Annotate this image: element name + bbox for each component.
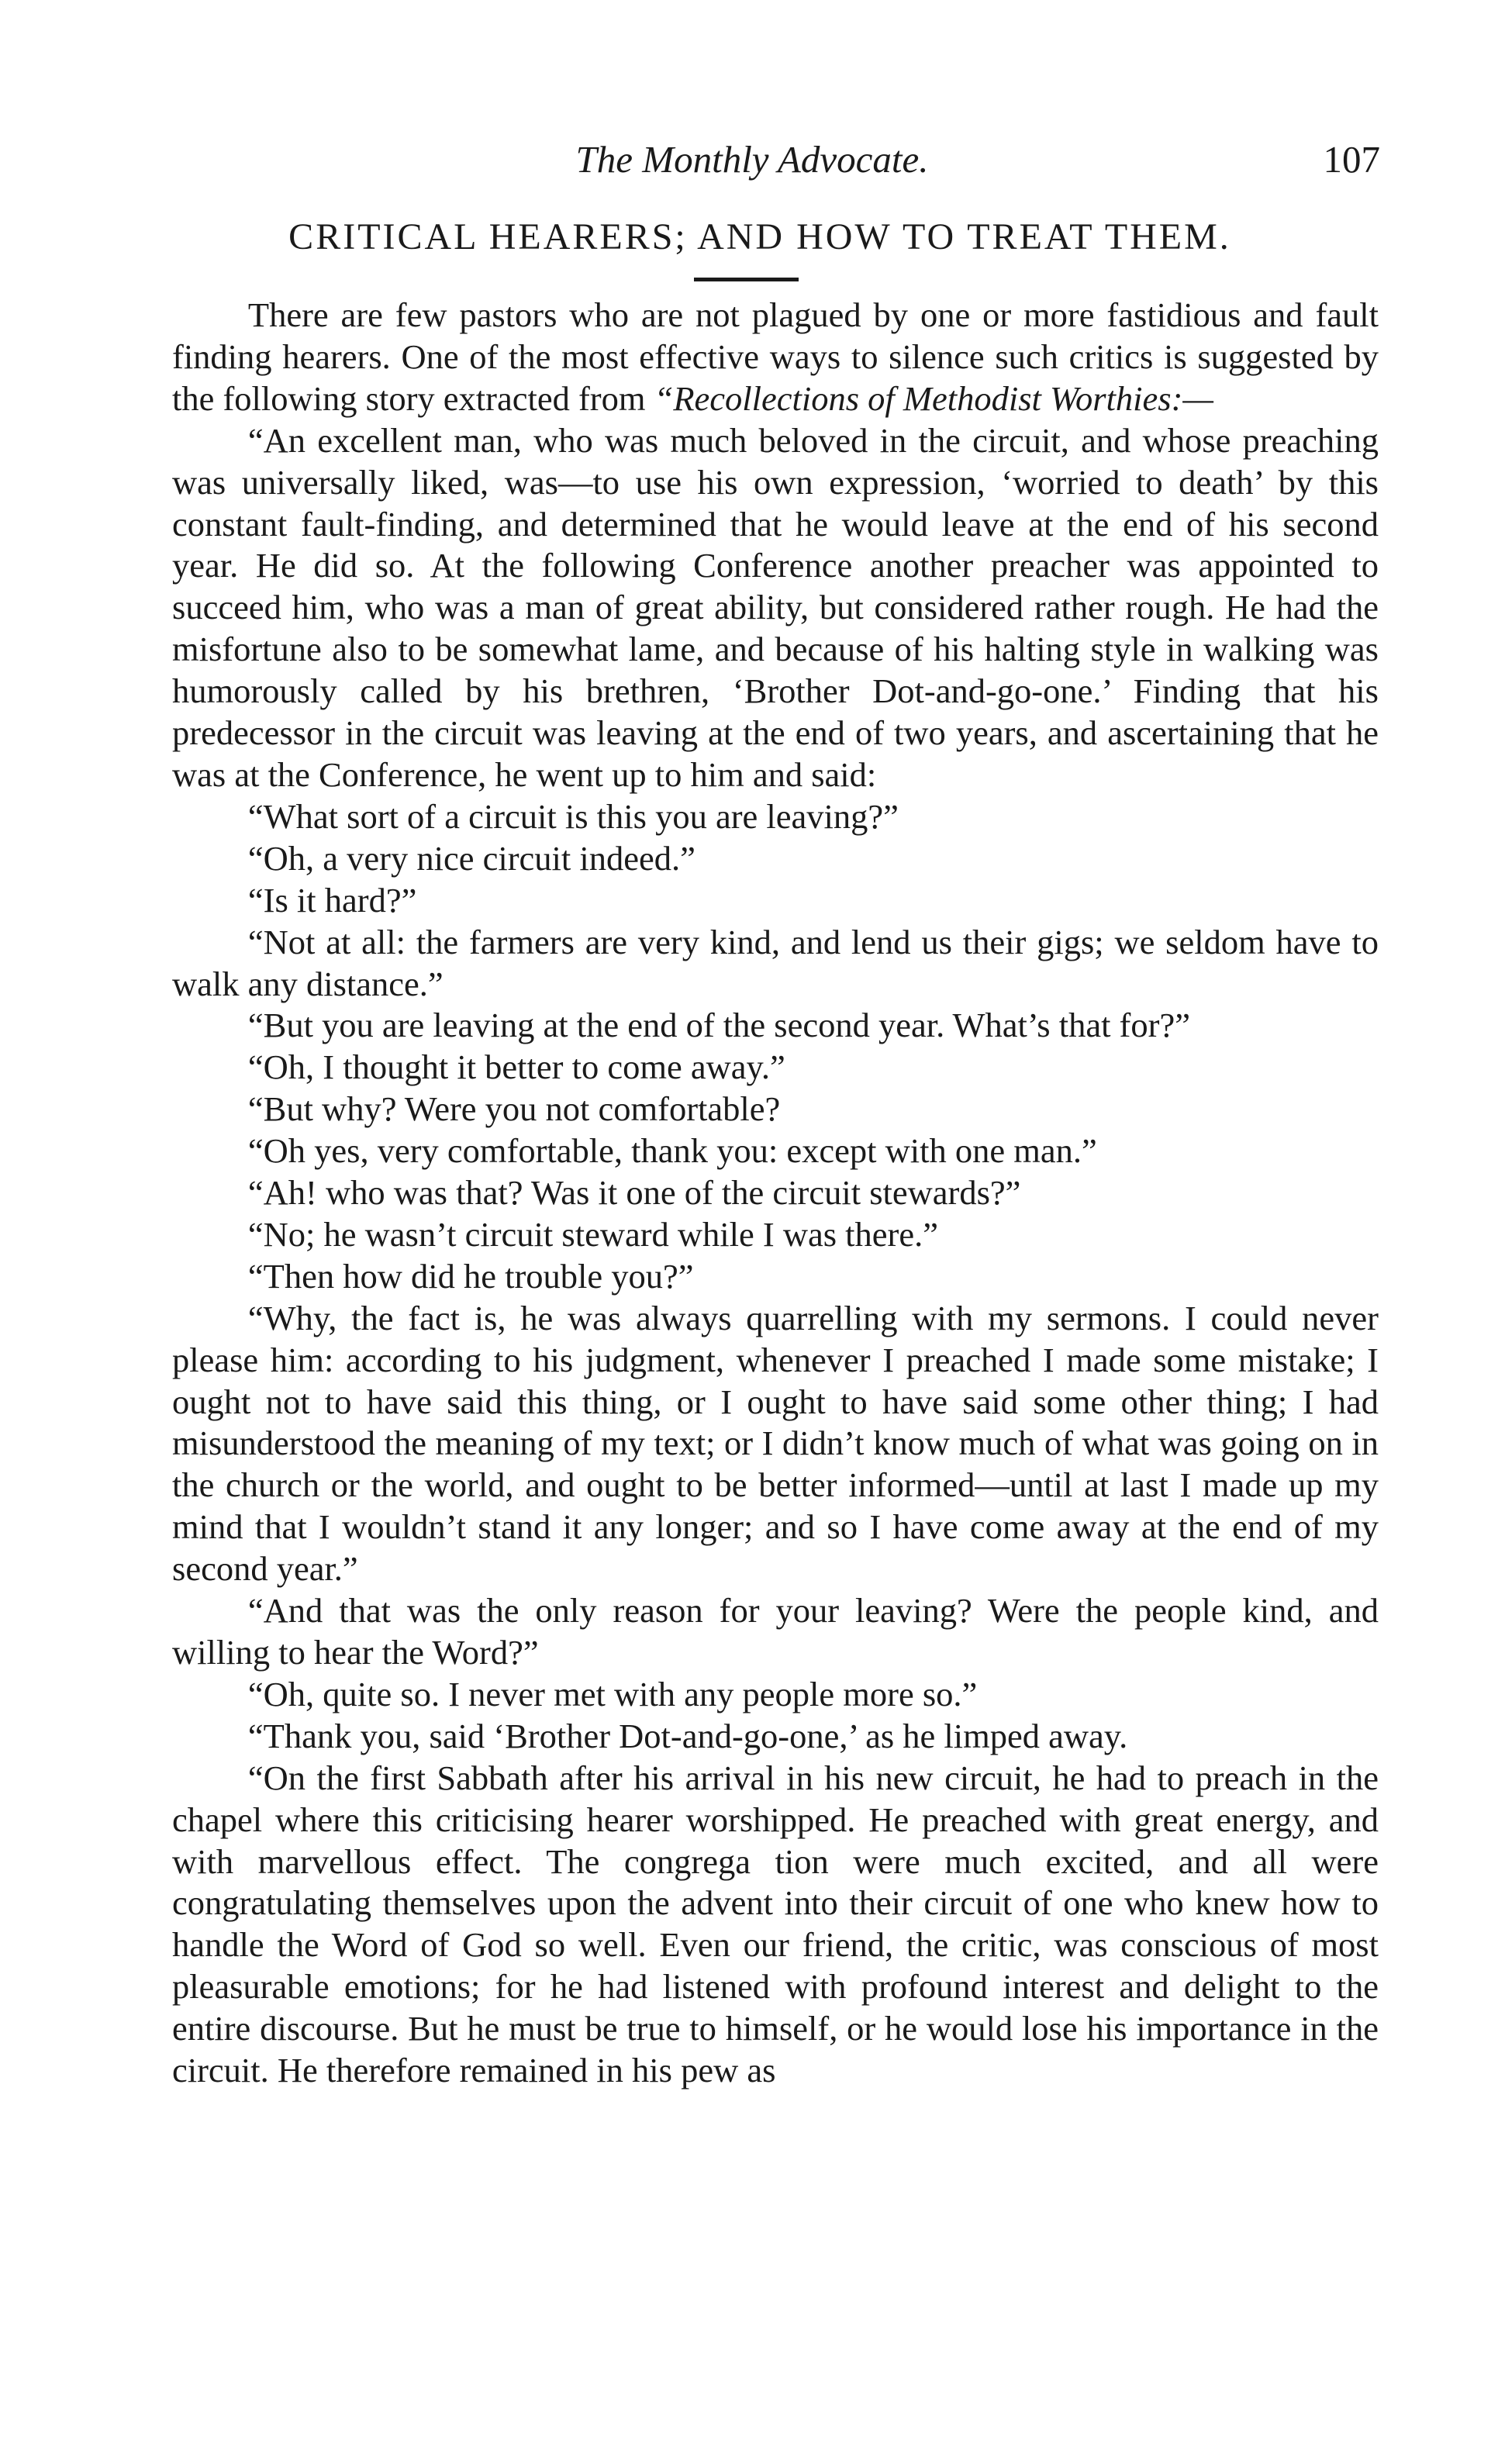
article-title: CRITICAL HEARERS; AND HOW TO TREAT THEM. [288,216,1231,257]
running-head [171,136,1380,191]
dialogue-line: “Oh, I thought it better to come away.” [247,1047,785,1087]
dialogue-line: “No; he wasn’t circuit steward while I was there.” [247,1214,938,1254]
page-number: 107 [1323,138,1380,181]
paragraph: “An excellent man, who was much beloved in the circuit, and whose preaching was universally liked, was—to use his own expression, ‘worried to death’ by this constant fault-finding, and determined that he would leave at the end of his second year. He did so. At the following Conference another preacher was appointed to succeed him, who was a man of great ability, but considered rather rough. He had the misfortune also to be somewhat lame, and because of his halting style in walking was humorously called by his brethren, ‘Brother Dot-and-go-one.’ Finding that his predecessor in the circuit was leaving at the end of two years, and ascertaining that he was at the Conference, he went up to him and said: [172,420,1379,794]
dialogue-line: “Then how did he trouble you?” [247,1256,694,1296]
paragraph: “Why, the fact is, he was always quarrelling with my sermons. I could never please him: according to his judgment, whenever I preached I made some mistake; I ought not to have said this thing, or I ought to have said some other thing; I had misunderstood the meaning of my text; or I didn’t know much of what was going on in the church or the world, and ought to be better informed—until at last I made up my mind that I wouldn’t stand it any longer; and so I have come away at the end of my second year.” [172,1298,1379,1589]
intro-text: There are few pastors who are not plagued by one or more fastidious and fault finding hearers. One of the most effective ways to silence such critics is suggested by the following story extracted from [172,295,1379,418]
dialogue-line: “Oh yes, very comfortable, thank you: except with one man.” [247,1131,1097,1171]
dialogue-line: “What sort of a circuit is this you are leaving?” [247,796,899,836]
dialogue-line: “Ah! who was that? Was it one of the circuit stewards?” [247,1173,1021,1213]
title-divider [694,278,799,281]
article-body [172,295,1379,2092]
dialogue-line: “Oh, a very nice circuit indeed.” [247,838,696,878]
dialogue-line: “And that was the only reason for your leaving? Were the people kind, and willing to hear the Word?” [172,1591,1379,1672]
intro-paragraph [172,295,1379,420]
dialogue-line: “Oh, quite so. I never met with any people more so.” [247,1674,978,1713]
paragraph: “On the first Sabbath after his arrival in his new circuit, he had to preach in the chapel where this criticising hearer worshipped. He preached with great energy, and with marvellous effect. The congrega tion were much excited, and all were congratulating themselves upon the advent into their circuit of one who knew how to handle the Word of God so well. Even our friend, the critic, was conscious of most pleasurable emotions; for he had listened with profound interest and delight to the entire discourse. But he must be true to himself, or he would lose his importance in the circuit. He therefore remained in his pew as [172,1758,1379,2090]
dialogue-line: “Thank you, said ‘Brother Dot-and-go-one,’ as he limped away. [247,1716,1128,1755]
intro-source: “Recollections of Methodist Worthies:— [654,378,1214,418]
dialogue-line: “Is it hard?” [247,880,417,920]
dialogue-line: “But you are leaving at the end of the second year. What’s that for?” [247,1006,1190,1045]
journal-title: The Monthly Advocate. [575,138,929,181]
dialogue-line: “Not at all: the farmers are very kind, and lend us their gigs; we seldom have to walk any distance.” [172,922,1379,1003]
dialogue-line: “But why? Were you not comfortable? [247,1089,781,1129]
